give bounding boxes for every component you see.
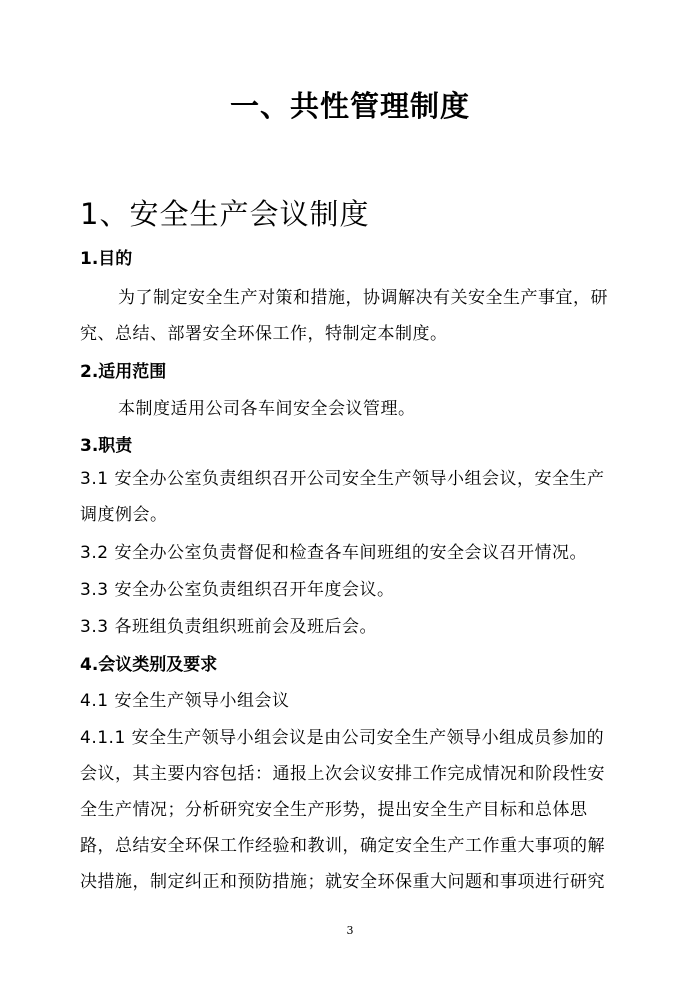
heading-meeting-types: 4.会议类别及要求 <box>80 655 218 675</box>
page-title: 一、共性管理制度 <box>229 89 470 123</box>
paragraph-line: 调度例会。 <box>80 505 168 525</box>
paragraph-line: 3.3 安全办公室负责组织召开年度会议。 <box>80 580 395 600</box>
paragraph-line: 3.1 安全办公室负责组织召开公司安全生产领导小组会议，安全生产 <box>80 469 605 489</box>
paragraph-line: 3.3 各班组负责组织班前会及班后会。 <box>80 617 377 637</box>
paragraph-line: 4.1 安全生产领导小组会议 <box>80 691 290 711</box>
heading-scope: 2.适用范围 <box>80 362 167 382</box>
paragraph-line: 本制度适用公司各车间安全会议管理。 <box>118 399 416 419</box>
paragraph-line: 决措施，制定纠正和预防措施；就安全环保重大问题和事项进行研究 <box>80 872 605 892</box>
paragraph-line: 4.1.1 安全生产领导小组会议是由公司安全生产领导小组成员参加的 <box>80 728 605 748</box>
section-title: 1、安全生产会议制度 <box>80 197 370 231</box>
paragraph-line: 会议，其主要内容包括：通报上次会议安排工作完成情况和阶段性安 <box>80 764 605 784</box>
heading-purpose: 1.目的 <box>80 249 133 269</box>
paragraph-line: 全生产情况；分析研究安全生产形势，提出安全生产目标和总体思 <box>80 800 588 820</box>
paragraph-line: 路，总结安全环保工作经验和教训，确定安全生产工作重大事项的解 <box>80 836 605 856</box>
paragraph-line: 为了制定安全生产对策和措施，协调解决有关安全生产事宜，研 <box>118 288 608 308</box>
heading-duties: 3.职责 <box>80 436 133 456</box>
paragraph-line: 究、总结、部署安全环保工作，特制定本制度。 <box>80 324 448 344</box>
page-number: 3 <box>346 924 354 937</box>
paragraph-line: 3.2 安全办公室负责督促和检查各车间班组的安全会议召开情况。 <box>80 543 587 563</box>
